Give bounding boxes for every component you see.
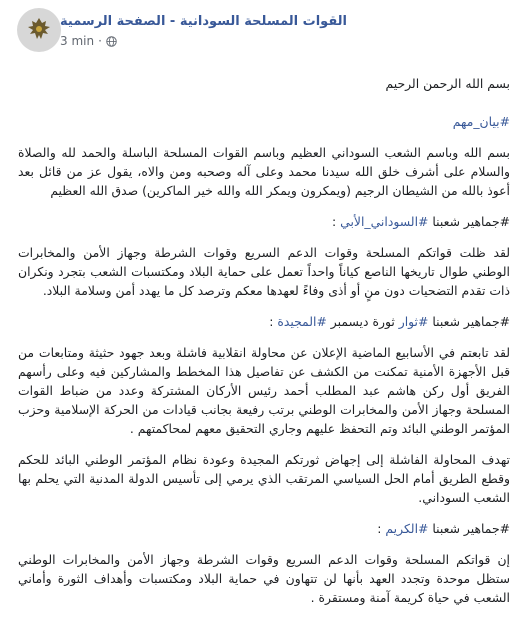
opening-paragraph: بسم الله وباسم الشعب السوداني العظيم وباسم القوات المسلحة الباسلة والحمد لله والصلاة والسلام على أشرف خلق الله سيدنا محمد وعلى آله وصحبه ومن والاه، يقول عز من قائل بعد أعوذ بالله من الشيطان الرجيم (ويمكرون ويمكر الله والله خير الماكرين) صدق الله العظيم (18, 145, 510, 198)
page-avatar[interactable] (17, 8, 61, 52)
army-emblem-icon (24, 15, 54, 45)
paragraph-coup-attempt: لقد تابعتم في الأسابيع الماضية الإعلان عن محاولة انقلابية فاشلة وبعد جهود حثيثة ومتابعات من قبل الأجهزة الأمنية تمكنت من الكشف عن تفاصيل هذا المخطط والمشاركين فيه وعلى رأسهم الفريق أول ركن هاشم عبد المطلب أحمد رئيس الأركان المشتركة وعدد من ضباط القوات المسلحة وجهاز الأمن والمخابرات الوطني برتب رفيعة بجانب قيادات من الحركة الإسلامية وحزب المؤتمر الوطني البائد وتم التحفظ عليهم وجاري التحقيق معهم لمحاكمتهم . (18, 345, 510, 436)
address-prefix: #جماهير شعبنا (428, 214, 510, 229)
hashtag-line (18, 112, 510, 131)
paragraph-unity: لقد ظلت قواتكم المسلحة وقوات الدعم السريع وقوات الشرطة وجهاز الأمن والمخابرات الوطني طوال تاريخها الناصع كياناً واحداً تعمل على حماية البلاد ومكتسبات الشعب بتجرد ونكران ذات تقدم التضحيات دون منٍ أو أذى وفاءً لعهدها معكم وترصد كل ما يهدد أمن وسلامة البلاد. (18, 245, 510, 298)
address-suffix: : (377, 521, 386, 536)
post-meta (60, 34, 117, 48)
hashtag-generous[interactable]: #الكريم (385, 521, 429, 536)
address-line-2 (18, 312, 510, 331)
hashtag-proud-sudanese[interactable]: #السوداني_الأبي (340, 214, 429, 229)
address-prefix: #جماهير شعبنا (428, 314, 510, 329)
paragraph-commitment: إن قواتكم المسلحة وقوات الدعم السريع وقوات الشرطة وجهاز الأمن والمخابرات الوطني ستظل موحدة وتجدد العهد بأنها لن تتهاون في حماية البلاد ومكتسبات وأهداف الثورة وأماني الشعب في حياة كريمة آمنة ومستقرة . (18, 552, 510, 605)
page-name-link[interactable]: القوات المسلحة السودانية - الصفحة الرسمية (60, 14, 348, 29)
address-mid: ثورة ديسمبر (326, 314, 399, 329)
address-line-1 (18, 212, 510, 231)
paragraph-aim: تهدف المحاولة الفاشلة إلى إجهاض ثورتكم المجيدة وعودة نظام المؤتمر الوطني البائد للحكم وقطع الطريق أمام الحل السياسي المرتقب الذي يرمي إلى تأسيس الدولة المدنية التي يحلم بها الشعب السوداني. (18, 452, 510, 505)
hashtag-glorious[interactable]: #المجيدة (277, 314, 327, 329)
address-prefix: #جماهير شعبنا (428, 521, 510, 536)
basmala-line: بسم الله الرحمن الرحيم (385, 76, 510, 91)
post-time[interactable]: 3 min (60, 34, 95, 48)
post-header (0, 0, 526, 64)
post-body (18, 62, 510, 619)
globe-icon (106, 36, 117, 47)
address-suffix: : (332, 214, 341, 229)
address-suffix: : (269, 314, 278, 329)
address-line-3 (18, 519, 510, 538)
meta-dot: · (98, 34, 102, 48)
hashtag-rebels[interactable]: #ثوار (398, 314, 429, 329)
hashtag-important-statement[interactable]: #بيان_مهم (452, 114, 510, 129)
